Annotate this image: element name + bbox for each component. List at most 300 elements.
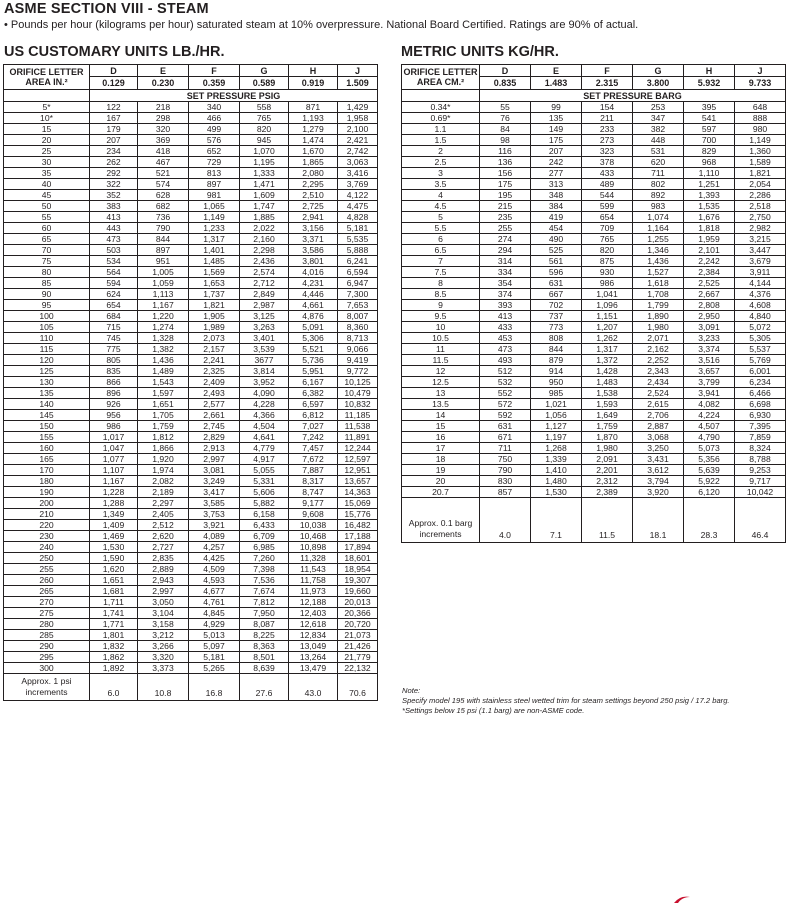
us-capacity-cell: 7,398 bbox=[240, 564, 289, 575]
us-set-pressure-cell: 15 bbox=[4, 124, 90, 135]
us-capacity-cell: 473 bbox=[90, 234, 138, 245]
metric-table-row bbox=[402, 377, 786, 388]
metric-capacity-cell: 2,384 bbox=[684, 267, 735, 278]
metric-capacity-cell: 6,698 bbox=[735, 399, 786, 410]
us-capacity-cell: 956 bbox=[90, 410, 138, 421]
metric-table-row bbox=[402, 388, 786, 399]
us-capacity-cell: 13,479 bbox=[289, 663, 338, 674]
metric-col-area: 5.932 bbox=[684, 77, 735, 90]
us-capacity-cell: 2,157 bbox=[189, 344, 240, 355]
us-capacity-cell: 2,725 bbox=[289, 201, 338, 212]
us-capacity-cell: 11,973 bbox=[289, 586, 338, 597]
us-table-row bbox=[4, 663, 378, 674]
metric-set-pressure-cell: 12 bbox=[402, 366, 480, 377]
us-set-pressure-cell: 180 bbox=[4, 476, 90, 487]
us-capacity-cell: 19,307 bbox=[338, 575, 378, 586]
metric-capacity-cell: 84 bbox=[480, 124, 531, 135]
us-table-row bbox=[4, 135, 378, 146]
us-capacity-cell: 7,887 bbox=[289, 465, 338, 476]
metric-set-pressure-cell: 7.5 bbox=[402, 267, 480, 278]
us-col-area: 0.589 bbox=[240, 77, 289, 90]
metric-table-row bbox=[402, 212, 786, 223]
metric-col-letter: H bbox=[684, 65, 735, 77]
us-capacity-cell: 1,865 bbox=[289, 157, 338, 168]
metric-capacity-cell: 875 bbox=[582, 256, 633, 267]
us-capacity-cell: 12,188 bbox=[289, 597, 338, 608]
metric-set-pressure-cell: 14 bbox=[402, 410, 480, 421]
metric-capacity-cell: 473 bbox=[480, 344, 531, 355]
us-capacity-cell: 1,077 bbox=[90, 454, 138, 465]
metric-capacity-cell: 7,395 bbox=[735, 421, 786, 432]
us-capacity-cell: 6,709 bbox=[240, 531, 289, 542]
us-capacity-cell: 1,070 bbox=[240, 146, 289, 157]
metric-capacity-cell: 2,071 bbox=[633, 333, 684, 344]
metric-capacity-cell: 1,056 bbox=[531, 410, 582, 421]
metric-capacity-cell: 512 bbox=[480, 366, 531, 377]
us-set-pressure-cell: 200 bbox=[4, 498, 90, 509]
us-capacity-cell: 2,661 bbox=[189, 410, 240, 421]
us-capacity-cell: 8,007 bbox=[338, 311, 378, 322]
metric-capacity-cell: 985 bbox=[531, 388, 582, 399]
us-capacity-cell: 3,081 bbox=[189, 465, 240, 476]
us-capacity-cell: 1,149 bbox=[189, 212, 240, 223]
us-capacity-cell: 1,279 bbox=[289, 124, 338, 135]
us-capacity-cell: 3,266 bbox=[138, 641, 189, 652]
us-capacity-cell: 1,862 bbox=[90, 652, 138, 663]
metric-capacity-cell: 1,197 bbox=[531, 432, 582, 443]
metric-capacity-cell: 55 bbox=[480, 102, 531, 113]
metric-capacity-cell: 136 bbox=[480, 157, 531, 168]
metric-capacity-cell: 3,516 bbox=[684, 355, 735, 366]
note-label: Note: bbox=[402, 686, 421, 695]
us-area-label: AREA IN.² bbox=[25, 77, 68, 87]
us-table-row bbox=[4, 388, 378, 399]
us-capacity-cell: 4,016 bbox=[289, 267, 338, 278]
us-capacity-cell: 6,985 bbox=[240, 542, 289, 553]
metric-capacity-cell: 986 bbox=[582, 278, 633, 289]
metric-capacity-cell: 702 bbox=[531, 300, 582, 311]
us-table-row bbox=[4, 509, 378, 520]
metric-table-row bbox=[402, 168, 786, 179]
us-capacity-cell: 2,913 bbox=[189, 443, 240, 454]
us-set-pressure-cell: 35 bbox=[4, 168, 90, 179]
metric-capacity-cell: 980 bbox=[735, 124, 786, 135]
metric-capacity-cell: 2,101 bbox=[684, 245, 735, 256]
us-capacity-cell: 9,772 bbox=[338, 366, 378, 377]
us-capacity-cell: 292 bbox=[90, 168, 138, 179]
us-table-row bbox=[4, 333, 378, 344]
us-capacity-cell: 12,951 bbox=[338, 465, 378, 476]
us-capacity-cell: 2,325 bbox=[189, 366, 240, 377]
metric-capacity-cell: 1,372 bbox=[582, 355, 633, 366]
us-set-pressure-cell: 80 bbox=[4, 267, 90, 278]
metric-capacity-cell: 6,466 bbox=[735, 388, 786, 399]
us-capacity-cell: 2,943 bbox=[138, 575, 189, 586]
us-capacity-cell: 17,894 bbox=[338, 542, 378, 553]
metric-table-row bbox=[402, 113, 786, 124]
metric-capacity-cell: 274 bbox=[480, 234, 531, 245]
metric-capacity-cell: 5,356 bbox=[684, 454, 735, 465]
metric-capacity-cell: 1,041 bbox=[582, 289, 633, 300]
us-capacity-cell: 4,366 bbox=[240, 410, 289, 421]
us-table-row bbox=[4, 542, 378, 553]
metric-capacity-cell: 2,162 bbox=[633, 344, 684, 355]
metric-set-pressure-cell: 10.5 bbox=[402, 333, 480, 344]
us-capacity-cell: 1,590 bbox=[90, 553, 138, 564]
us-table-row bbox=[4, 487, 378, 498]
us-capacity-cell: 729 bbox=[189, 157, 240, 168]
us-col-letter: F bbox=[189, 65, 240, 77]
us-increment-cell: 27.6 bbox=[240, 674, 289, 701]
metric-capacity-cell: 596 bbox=[531, 267, 582, 278]
metric-set-pressure-cell: 0.34* bbox=[402, 102, 480, 113]
metric-capacity-cell: 1,759 bbox=[582, 421, 633, 432]
metric-set-pressure-cell: 8 bbox=[402, 278, 480, 289]
metric-capacity-cell: 374 bbox=[480, 289, 531, 300]
us-capacity-cell: 3,417 bbox=[189, 487, 240, 498]
metric-capacity-cell: 7,859 bbox=[735, 432, 786, 443]
metric-capacity-cell: 195 bbox=[480, 190, 531, 201]
metric-set-pressure-cell: 20.7 bbox=[402, 487, 480, 498]
metric-set-pressure-cell: 8.5 bbox=[402, 289, 480, 300]
metric-capacity-cell: 323 bbox=[582, 146, 633, 157]
us-capacity-cell: 4,917 bbox=[240, 454, 289, 465]
us-set-pressure-cell: 285 bbox=[4, 630, 90, 641]
page-subtitle: • Pounds per hour (kilograms per hour) saturated steam at 10% overpressure. National Board Certified. Ratings are 90% of actual. bbox=[4, 19, 639, 31]
us-table-row bbox=[4, 234, 378, 245]
metric-set-pressure-cell: 1.1 bbox=[402, 124, 480, 135]
metric-table-row bbox=[402, 223, 786, 234]
us-capacity-cell: 1,328 bbox=[138, 333, 189, 344]
us-table-row bbox=[4, 597, 378, 608]
us-table-row bbox=[4, 443, 378, 454]
us-capacity-cell: 684 bbox=[90, 311, 138, 322]
metric-table-row bbox=[402, 124, 786, 135]
metric-capacity-cell: 3,920 bbox=[633, 487, 684, 498]
metric-capacity-cell: 2,667 bbox=[684, 289, 735, 300]
us-capacity-cell: 2,512 bbox=[138, 520, 189, 531]
metric-increment-cell: 11.5 bbox=[582, 498, 633, 543]
us-capacity-cell: 652 bbox=[189, 146, 240, 157]
us-capacity-cell: 3,063 bbox=[338, 157, 378, 168]
metric-capacity-cell: 631 bbox=[480, 421, 531, 432]
metric-capacity-cell: 242 bbox=[531, 157, 582, 168]
us-capacity-cell: 896 bbox=[90, 388, 138, 399]
metric-capacity-cell: 3,799 bbox=[684, 377, 735, 388]
metric-capacity-cell: 277 bbox=[531, 168, 582, 179]
metric-table-row bbox=[402, 201, 786, 212]
us-capacity-cell: 5,951 bbox=[289, 366, 338, 377]
metric-capacity-cell: 750 bbox=[480, 454, 531, 465]
us-table-row bbox=[4, 630, 378, 641]
metric-capacity-cell: 552 bbox=[480, 388, 531, 399]
us-capacity-cell: 1,651 bbox=[90, 575, 138, 586]
us-capacity-cell: 628 bbox=[138, 190, 189, 201]
metric-section-title: METRIC UNITS KG/HR. bbox=[401, 44, 559, 60]
metric-capacity-cell: 1,164 bbox=[633, 223, 684, 234]
metric-capacity-cell: 493 bbox=[480, 355, 531, 366]
us-capacity-cell: 340 bbox=[189, 102, 240, 113]
us-capacity-cell: 1,233 bbox=[189, 223, 240, 234]
metric-capacity-cell: 1,268 bbox=[531, 443, 582, 454]
metric-capacity-cell: 413 bbox=[480, 311, 531, 322]
us-capacity-cell: 21,426 bbox=[338, 641, 378, 652]
us-capacity-cell: 3,371 bbox=[289, 234, 338, 245]
us-capacity-cell: 2,941 bbox=[289, 212, 338, 223]
us-capacity-cell: 4,089 bbox=[189, 531, 240, 542]
metric-capacity-cell: 1,535 bbox=[684, 201, 735, 212]
metric-orifice-letter-label: ORIFICE LETTER bbox=[403, 66, 478, 77]
metric-set-pressure-cell: 11 bbox=[402, 344, 480, 355]
us-capacity-cell: 2,295 bbox=[289, 179, 338, 190]
metric-capacity-cell: 1,821 bbox=[735, 168, 786, 179]
us-set-pressure-cell: 230 bbox=[4, 531, 90, 542]
metric-col-letter: D bbox=[480, 65, 531, 77]
us-capacity-cell: 8,713 bbox=[338, 333, 378, 344]
metric-capacity-cell: 930 bbox=[582, 267, 633, 278]
metric-table-row bbox=[402, 190, 786, 201]
us-capacity-cell: 21,073 bbox=[338, 630, 378, 641]
us-capacity-cell: 2,493 bbox=[189, 388, 240, 399]
us-table-row bbox=[4, 432, 378, 443]
metric-table-row bbox=[402, 179, 786, 190]
us-capacity-cell: 2,421 bbox=[338, 135, 378, 146]
us-capacity-cell: 1,651 bbox=[138, 399, 189, 410]
us-capacity-cell: 1,005 bbox=[138, 267, 189, 278]
metric-capacity-cell: 135 bbox=[531, 113, 582, 124]
metric-capacity-cell: 1,649 bbox=[582, 410, 633, 421]
us-capacity-cell: 499 bbox=[189, 124, 240, 135]
us-capacity-cell: 5,882 bbox=[240, 498, 289, 509]
us-capacity-cell: 6,382 bbox=[289, 388, 338, 399]
us-capacity-cell: 5,265 bbox=[189, 663, 240, 674]
metric-capacity-cell: 9,253 bbox=[735, 465, 786, 476]
metric-increment-cell: 18.1 bbox=[633, 498, 684, 543]
us-table-row bbox=[4, 267, 378, 278]
us-capacity-cell: 574 bbox=[138, 179, 189, 190]
us-capacity-cell: 207 bbox=[90, 135, 138, 146]
us-capacity-cell: 1,429 bbox=[338, 102, 378, 113]
us-capacity-cell: 1,543 bbox=[138, 377, 189, 388]
us-table-row bbox=[4, 179, 378, 190]
us-capacity-cell: 790 bbox=[138, 223, 189, 234]
metric-capacity-cell: 1,980 bbox=[582, 443, 633, 454]
us-capacity-cell: 534 bbox=[90, 256, 138, 267]
metric-capacity-cell: 382 bbox=[633, 124, 684, 135]
us-capacity-cell: 7,027 bbox=[289, 421, 338, 432]
us-capacity-cell: 3,952 bbox=[240, 377, 289, 388]
us-capacity-cell: 715 bbox=[90, 322, 138, 333]
metric-capacity-cell: 1,593 bbox=[582, 399, 633, 410]
metric-capacity-cell: 1,890 bbox=[633, 311, 684, 322]
us-capacity-cell: 7,536 bbox=[240, 575, 289, 586]
metric-capacity-cell: 914 bbox=[531, 366, 582, 377]
us-capacity-cell: 10,832 bbox=[338, 399, 378, 410]
us-table-row bbox=[4, 278, 378, 289]
us-capacity-cell: 11,543 bbox=[289, 564, 338, 575]
us-table-row bbox=[4, 652, 378, 663]
metric-capacity-table bbox=[401, 64, 786, 543]
us-capacity-cell: 3,156 bbox=[289, 223, 338, 234]
us-table-row bbox=[4, 322, 378, 333]
us-capacity-cell: 1,821 bbox=[189, 300, 240, 311]
metric-capacity-cell: 597 bbox=[684, 124, 735, 135]
us-orifice-letter-label: ORIFICE LETTER bbox=[9, 66, 84, 77]
us-capacity-cell: 4,876 bbox=[289, 311, 338, 322]
us-set-pressure-cell: 145 bbox=[4, 410, 90, 421]
metric-capacity-cell: 790 bbox=[480, 465, 531, 476]
metric-capacity-cell: 654 bbox=[582, 212, 633, 223]
us-capacity-cell: 9,419 bbox=[338, 355, 378, 366]
us-capacity-cell: 4,504 bbox=[240, 421, 289, 432]
us-capacity-cell: 5,306 bbox=[289, 333, 338, 344]
us-capacity-cell: 467 bbox=[138, 157, 189, 168]
us-capacity-cell: 4,122 bbox=[338, 190, 378, 201]
us-capacity-cell: 3,401 bbox=[240, 333, 289, 344]
us-capacity-cell: 413 bbox=[90, 212, 138, 223]
us-capacity-cell: 3677 bbox=[240, 355, 289, 366]
us-col-area: 1.509 bbox=[338, 77, 378, 90]
us-table-row bbox=[4, 201, 378, 212]
metric-capacity-cell: 1,251 bbox=[684, 179, 735, 190]
us-capacity-cell: 4,828 bbox=[338, 212, 378, 223]
us-capacity-cell: 7,812 bbox=[240, 597, 289, 608]
metric-table-row bbox=[402, 278, 786, 289]
us-capacity-cell: 1,974 bbox=[138, 465, 189, 476]
us-capacity-cell: 1,989 bbox=[189, 322, 240, 333]
metric-set-pressure-cell: 3 bbox=[402, 168, 480, 179]
us-capacity-cell: 8,639 bbox=[240, 663, 289, 674]
us-table-row bbox=[4, 399, 378, 410]
metric-capacity-cell: 3,431 bbox=[633, 454, 684, 465]
us-capacity-cell: 5,888 bbox=[338, 245, 378, 256]
us-table-row bbox=[4, 355, 378, 366]
us-capacity-cell: 1,382 bbox=[138, 344, 189, 355]
metric-increment-cell: 7.1 bbox=[531, 498, 582, 543]
metric-table-row bbox=[402, 146, 786, 157]
us-capacity-cell: 736 bbox=[138, 212, 189, 223]
metric-set-pressure-cell: 1.5 bbox=[402, 135, 480, 146]
metric-capacity-cell: 4,608 bbox=[735, 300, 786, 311]
metric-capacity-cell: 3,250 bbox=[633, 443, 684, 454]
us-capacity-cell: 871 bbox=[289, 102, 338, 113]
us-capacity-cell: 20,720 bbox=[338, 619, 378, 630]
us-capacity-cell: 3,585 bbox=[189, 498, 240, 509]
us-table-row bbox=[4, 454, 378, 465]
metric-capacity-cell: 156 bbox=[480, 168, 531, 179]
metric-capacity-cell: 773 bbox=[531, 322, 582, 333]
metric-capacity-cell: 149 bbox=[531, 124, 582, 135]
us-capacity-cell: 6,158 bbox=[240, 509, 289, 520]
metric-col-area: 0.835 bbox=[480, 77, 531, 90]
us-capacity-cell: 1,317 bbox=[189, 234, 240, 245]
us-table-row bbox=[4, 586, 378, 597]
metric-capacity-cell: 2,201 bbox=[582, 465, 633, 476]
metric-capacity-cell: 2,312 bbox=[582, 476, 633, 487]
us-capacity-cell: 1,167 bbox=[138, 300, 189, 311]
us-table-row bbox=[4, 553, 378, 564]
metric-increments-row bbox=[402, 498, 786, 543]
metric-capacity-cell: 8,788 bbox=[735, 454, 786, 465]
us-increment-cell: 43.0 bbox=[289, 674, 338, 701]
metric-capacity-cell: 1,149 bbox=[735, 135, 786, 146]
us-capacity-cell: 1,892 bbox=[90, 663, 138, 674]
us-table-row bbox=[4, 465, 378, 476]
us-table-row bbox=[4, 113, 378, 124]
metric-capacity-cell: 2,525 bbox=[684, 278, 735, 289]
us-set-pressure-cell: 250 bbox=[4, 553, 90, 564]
metric-capacity-cell: 700 bbox=[684, 135, 735, 146]
note-line-2: *Settings below 15 psi (1.1 barg) are non-ASME code. bbox=[402, 706, 585, 715]
us-set-pressure-cell: 290 bbox=[4, 641, 90, 652]
us-capacity-cell: 2,577 bbox=[189, 399, 240, 410]
us-capacity-cell: 5,535 bbox=[338, 234, 378, 245]
us-capacity-cell: 11,758 bbox=[289, 575, 338, 586]
us-capacity-cell: 443 bbox=[90, 223, 138, 234]
us-capacity-cell: 3,539 bbox=[240, 344, 289, 355]
metric-capacity-cell: 175 bbox=[480, 179, 531, 190]
us-table-row bbox=[4, 421, 378, 432]
us-set-pressure-cell: 100 bbox=[4, 311, 90, 322]
us-capacity-cell: 1,401 bbox=[189, 245, 240, 256]
us-capacity-cell: 897 bbox=[138, 245, 189, 256]
us-capacity-cell: 322 bbox=[90, 179, 138, 190]
us-set-pressure-cell: 135 bbox=[4, 388, 90, 399]
metric-set-pressure-label: SET PRESSURE BARG bbox=[480, 90, 786, 102]
metric-capacity-cell: 5,073 bbox=[684, 443, 735, 454]
metric-increments-label: Approx. 0.1 barg increments bbox=[402, 498, 480, 543]
metric-capacity-cell: 1,262 bbox=[582, 333, 633, 344]
us-col-letter: J bbox=[338, 65, 378, 77]
metric-set-pressure-cell: 2.5 bbox=[402, 157, 480, 168]
metric-capacity-cell: 1,428 bbox=[582, 366, 633, 377]
us-capacity-cell: 564 bbox=[90, 267, 138, 278]
us-capacity-cell: 5,331 bbox=[240, 476, 289, 487]
us-set-pressure-cell: 115 bbox=[4, 344, 90, 355]
metric-set-pressure-cell: 0.69* bbox=[402, 113, 480, 124]
metric-capacity-cell: 1,339 bbox=[531, 454, 582, 465]
metric-capacity-cell: 448 bbox=[633, 135, 684, 146]
metric-capacity-cell: 667 bbox=[531, 289, 582, 300]
metric-capacity-cell: 2,252 bbox=[633, 355, 684, 366]
metric-capacity-cell: 4,224 bbox=[684, 410, 735, 421]
us-capacity-table bbox=[3, 64, 378, 701]
us-capacity-cell: 11,891 bbox=[338, 432, 378, 443]
us-set-pressure-cell: 20 bbox=[4, 135, 90, 146]
metric-capacity-cell: 2,887 bbox=[633, 421, 684, 432]
us-set-pressure-cell: 270 bbox=[4, 597, 90, 608]
us-set-pressure-cell: 190 bbox=[4, 487, 90, 498]
us-capacity-cell: 1,530 bbox=[90, 542, 138, 553]
metric-capacity-cell: 765 bbox=[582, 234, 633, 245]
metric-table-row bbox=[402, 333, 786, 344]
us-col-area: 0.129 bbox=[90, 77, 138, 90]
us-capacity-cell: 4,509 bbox=[189, 564, 240, 575]
us-capacity-cell: 1,771 bbox=[90, 619, 138, 630]
us-capacity-cell: 844 bbox=[138, 234, 189, 245]
us-capacity-cell: 8,501 bbox=[240, 652, 289, 663]
us-capacity-cell: 986 bbox=[90, 421, 138, 432]
us-capacity-cell: 4,425 bbox=[189, 553, 240, 564]
us-capacity-cell: 775 bbox=[90, 344, 138, 355]
metric-table-row bbox=[402, 256, 786, 267]
us-capacity-cell: 8,317 bbox=[289, 476, 338, 487]
metric-table-row bbox=[402, 157, 786, 168]
metric-increment-cell: 28.3 bbox=[684, 498, 735, 543]
us-capacity-cell: 5,521 bbox=[289, 344, 338, 355]
us-table-body bbox=[4, 102, 378, 701]
us-capacity-cell: 7,242 bbox=[289, 432, 338, 443]
